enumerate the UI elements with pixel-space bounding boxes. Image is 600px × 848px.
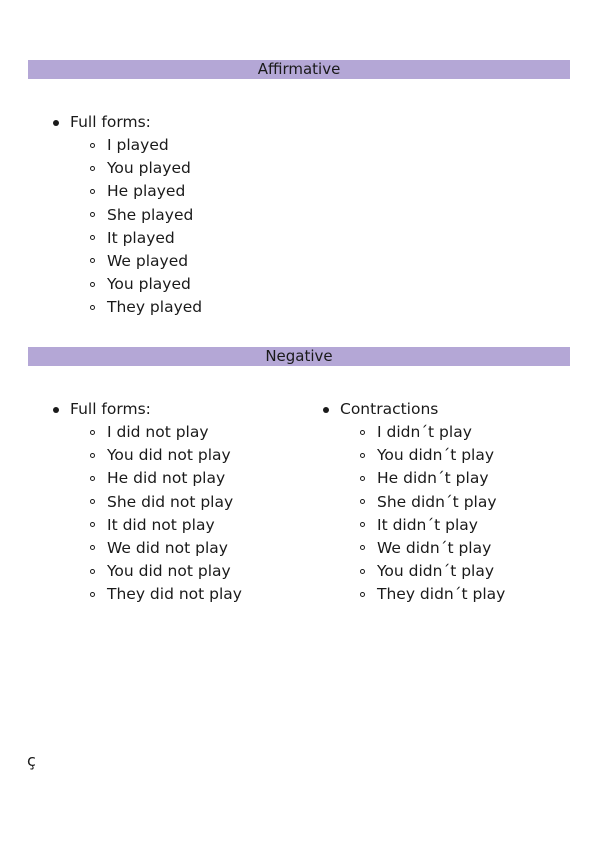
list-item xyxy=(28,296,202,319)
negative-contractions-list xyxy=(298,398,505,607)
list-item xyxy=(28,398,242,421)
stray-character: ç xyxy=(27,751,36,770)
list-item xyxy=(298,467,505,490)
circle-bullet-icon xyxy=(360,545,365,550)
circle-bullet-icon xyxy=(360,592,365,597)
affirmative-full-forms-list xyxy=(28,111,202,320)
circle-bullet-icon xyxy=(90,592,95,597)
contractions-label: Contractions xyxy=(340,400,439,418)
circle-bullet-icon xyxy=(90,282,95,287)
list-item-text: You played xyxy=(107,275,191,294)
circle-bullet-icon xyxy=(90,258,95,263)
list-item-text: They played xyxy=(107,298,203,317)
list-item-text: She did not play xyxy=(107,492,234,511)
circle-bullet-icon xyxy=(360,453,365,458)
list-item-text: It did not play xyxy=(107,515,215,534)
list-item-text: It played xyxy=(107,228,175,247)
negative-full-forms-list xyxy=(28,398,242,607)
circle-bullet-icon xyxy=(360,499,365,504)
list-item xyxy=(298,421,505,444)
list-item xyxy=(298,491,505,514)
list-item-text: I didn´t play xyxy=(377,423,472,441)
list-item-text: You did not play xyxy=(107,562,231,581)
list-item xyxy=(298,444,505,467)
list-item-text: We did not play xyxy=(107,538,228,557)
circle-bullet-icon xyxy=(90,212,95,217)
list-item-text: You didn´t play xyxy=(377,562,495,581)
list-item-text: You played xyxy=(107,159,191,178)
list-item xyxy=(28,204,202,227)
bullet-icon xyxy=(323,407,329,413)
list-item xyxy=(28,491,242,514)
full-forms-label: Full forms: xyxy=(70,113,151,131)
list-item xyxy=(28,421,242,444)
full-forms-label: Full forms: xyxy=(70,400,151,418)
circle-bullet-icon xyxy=(90,235,95,240)
list-item-text: She didn´t play xyxy=(377,492,497,511)
list-item-text: I did not play xyxy=(107,423,209,441)
circle-bullet-icon xyxy=(90,143,95,148)
list-item-text: He did not play xyxy=(107,469,226,488)
circle-bullet-icon xyxy=(90,189,95,194)
circle-bullet-icon xyxy=(90,569,95,574)
bullet-icon xyxy=(53,120,59,126)
list-item-text: He played xyxy=(107,182,186,201)
list-item-text: It didn´t play xyxy=(377,515,478,534)
list-item-text: I played xyxy=(107,136,169,154)
circle-bullet-icon xyxy=(360,430,365,435)
list-item-text: You did not play xyxy=(107,446,231,465)
list-item xyxy=(298,514,505,537)
circle-bullet-icon xyxy=(90,522,95,527)
circle-bullet-icon xyxy=(90,453,95,458)
list-item-text: We didn´t play xyxy=(377,538,492,557)
list-item xyxy=(28,180,202,203)
circle-bullet-icon xyxy=(90,545,95,550)
list-item xyxy=(298,560,505,583)
list-item xyxy=(28,157,202,180)
list-item-text: You didn´t play xyxy=(377,446,495,465)
list-item xyxy=(298,398,505,421)
circle-bullet-icon xyxy=(360,476,365,481)
circle-bullet-icon xyxy=(360,569,365,574)
list-item-text: They didn´t play xyxy=(377,585,506,604)
circle-bullet-icon xyxy=(90,305,95,310)
circle-bullet-icon xyxy=(90,476,95,481)
negative-heading: Negative xyxy=(28,347,570,366)
list-item xyxy=(298,583,505,606)
list-item xyxy=(28,583,242,606)
list-item xyxy=(298,537,505,560)
circle-bullet-icon xyxy=(90,166,95,171)
list-item xyxy=(28,250,202,273)
circle-bullet-icon xyxy=(90,499,95,504)
affirmative-heading: Affirmative xyxy=(28,60,570,79)
list-item xyxy=(28,111,202,134)
list-item-text: They did not play xyxy=(107,585,242,604)
list-item xyxy=(28,467,242,490)
list-item xyxy=(28,537,242,560)
list-item xyxy=(28,273,202,296)
bullet-icon xyxy=(53,407,59,413)
circle-bullet-icon xyxy=(90,430,95,435)
list-item xyxy=(28,514,242,537)
list-item xyxy=(28,444,242,467)
list-item xyxy=(28,134,202,157)
circle-bullet-icon xyxy=(360,522,365,527)
list-item-text: We played xyxy=(107,251,189,270)
list-item-text: He didn´t play xyxy=(377,469,489,488)
list-item xyxy=(28,560,242,583)
list-item xyxy=(28,227,202,250)
list-item-text: She played xyxy=(107,205,194,224)
